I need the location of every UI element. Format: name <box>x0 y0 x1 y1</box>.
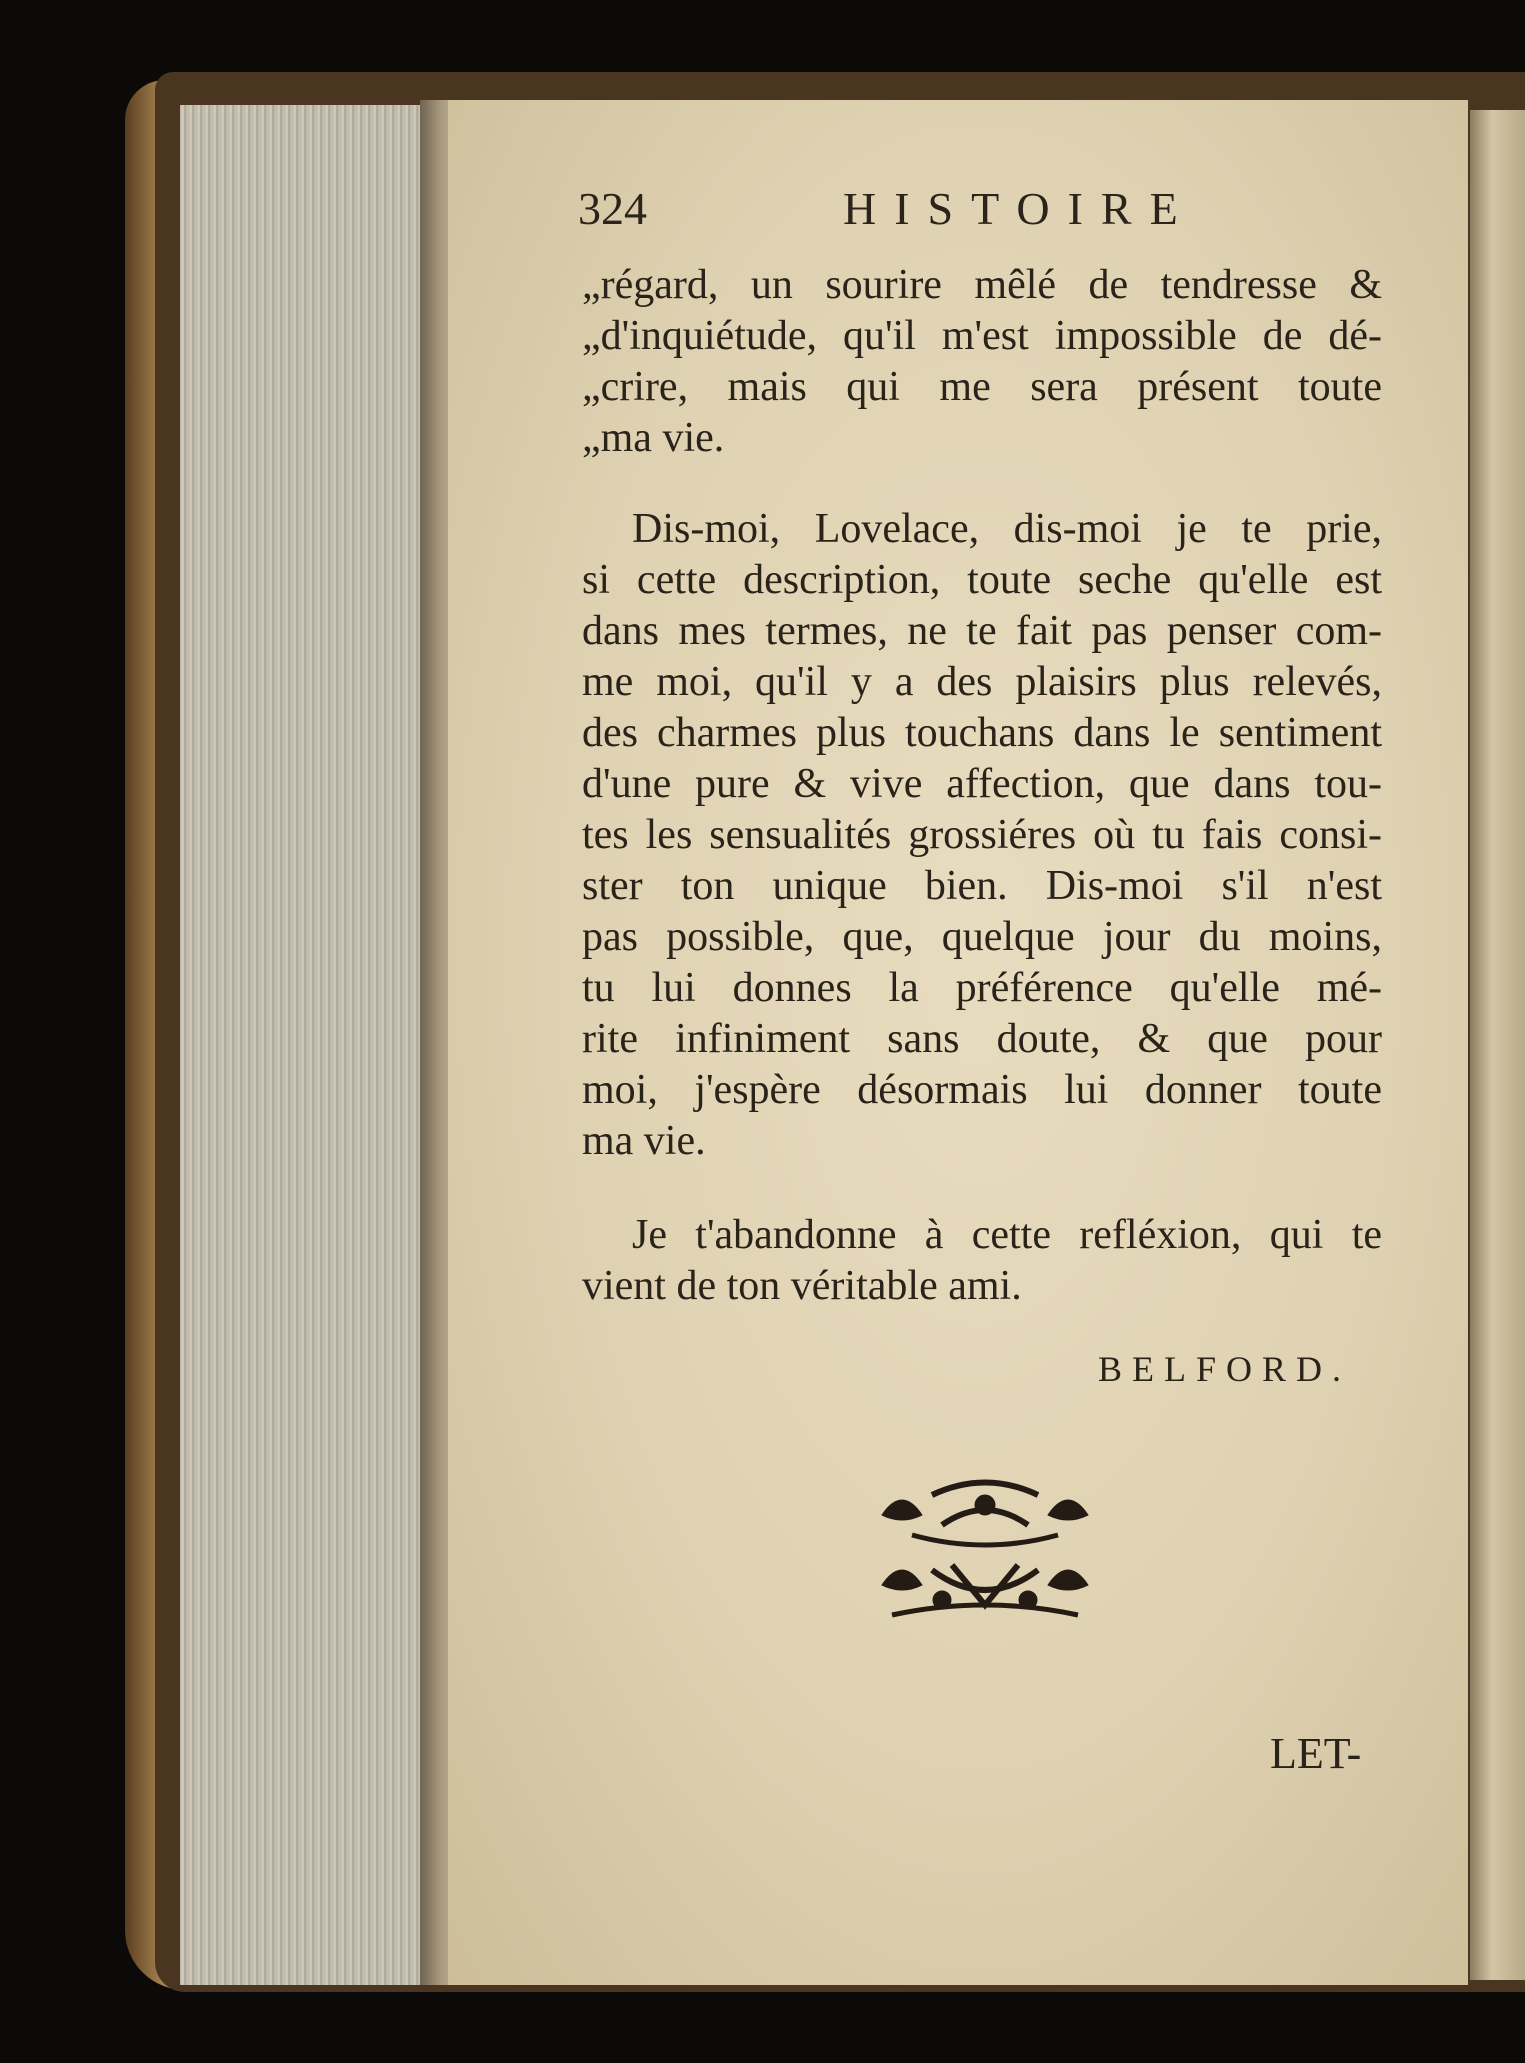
running-head: HISTOIRE <box>843 183 1196 234</box>
text-line: vient de ton véritable ami. <box>582 1263 1022 1309</box>
text-line: ma vie. <box>582 1118 706 1164</box>
text-line: „régard, un sourire mêlé de tendresse & <box>582 262 1382 308</box>
quoted-passage <box>582 260 1382 464</box>
text-line: rite infiniment sans doute, & que pour <box>582 1016 1382 1062</box>
page-number: 324 <box>578 183 647 234</box>
text-line: tu lui donnes la préférence qu'elle mé- <box>582 965 1382 1011</box>
text-line: Dis-moi, Lovelace, dis-moi je te prie, <box>632 506 1382 552</box>
text-line: tes les sensualités grossiéres où tu fais consi- <box>582 812 1382 858</box>
catchword: LET- <box>1270 1729 1362 1778</box>
paragraph-1 <box>582 504 1382 1167</box>
printers-ornament-icon <box>872 1475 1098 1625</box>
text-line: d'une pure & vive affection, que dans tou- <box>582 761 1382 807</box>
text-line: me moi, qu'il y a des plaisirs plus relevés, <box>582 659 1382 705</box>
page-edges <box>180 105 432 1985</box>
text-line: „ma vie. <box>582 415 725 461</box>
text-line: ster ton unique bien. Dis-moi s'il n'est <box>582 863 1382 909</box>
page-header <box>578 182 1398 242</box>
paragraph-2 <box>582 1210 1382 1312</box>
text-line: moi, j'espère désormais lui donner toute <box>582 1067 1382 1113</box>
text-line: „d'inquiétude, qu'il m'est impossible de dé- <box>582 313 1382 359</box>
text-line: Je t'abandonne à cette refléxion, qui te <box>632 1212 1382 1258</box>
text-line: pas possible, que, quelque jour du moins, <box>582 914 1382 960</box>
facing-page-edge <box>1470 110 1525 1980</box>
text-line: dans mes termes, ne te fait pas penser com- <box>582 608 1382 654</box>
text-line: des charmes plus touchans dans le sentiment <box>582 710 1382 756</box>
text-line: si cette description, toute seche qu'elle est <box>582 557 1382 603</box>
signature: BELFORD. <box>1098 1349 1352 1389</box>
text-line: „crire, mais qui me sera présent toute <box>582 364 1382 410</box>
